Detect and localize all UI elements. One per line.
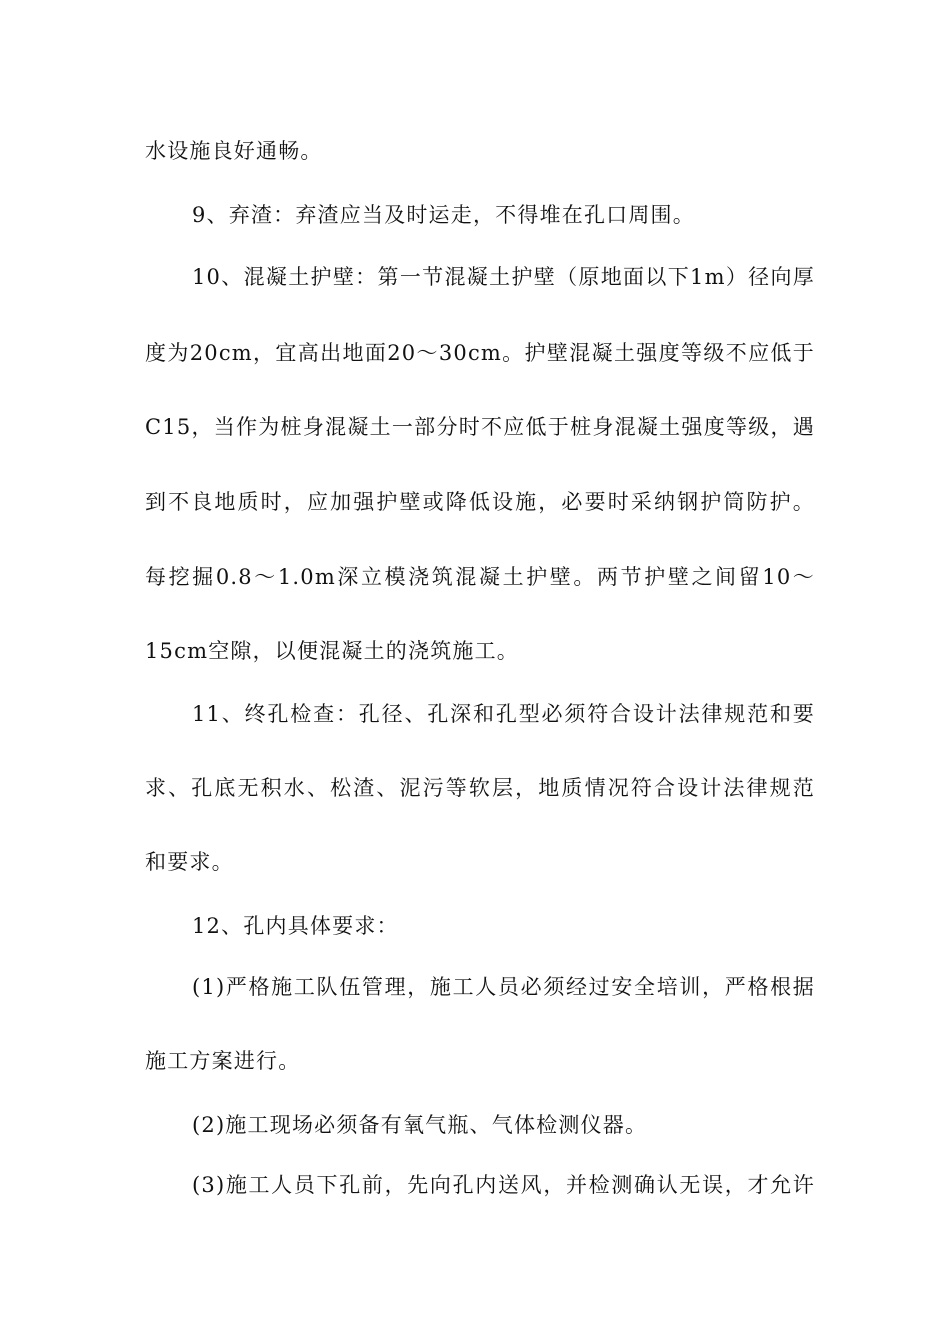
text-line: 15cm空隙，以便混凝土的浇筑施工。 [145,639,519,663]
text-line: 9、弃渣：弃渣应当及时运走，不得堆在孔口周围。 [192,203,695,227]
text-line: 施工方案进行。 [145,1049,301,1073]
text-line: 和要求。 [145,850,234,874]
text-line: C15，当作为桩身混凝土一部分时不应低于桩身混凝土强度等级，遇 [145,415,815,439]
text-line: 水设施良好通畅。 [145,139,323,163]
text-line: (1)严格施工队伍管理，施工人员必须经过安全培训，严格根据 [192,975,815,999]
text-line: (3)施工人员下孔前，先向孔内送风，并检测确认无误，才允许 [192,1173,815,1197]
text-line: (2)施工现场必须备有氧气瓶、气体检测仪器。 [192,1113,648,1137]
text-line: 求、孔底无积水、松渣、泥污等软层，地质情况符合设计法律规范 [145,776,815,800]
text-line: 10、混凝土护壁：第一节混凝土护壁（原地面以下1m）径向厚 [192,265,815,289]
text-line: 12、孔内具体要求： [192,914,399,938]
text-line: 度为20cm，宜高出地面20～30cm。护壁混凝土强度等级不应低于 [145,341,815,365]
text-line: 到不良地质时，应加强护壁或降低设施，必要时采纳钢护筒防护。 [145,490,815,514]
text-line: 每挖掘0.8～1.0m深立模浇筑混凝土护壁。两节护壁之间留10～ [145,565,815,589]
text-line: 11、终孔检查：孔径、孔深和孔型必须符合设计法律规范和要 [192,702,815,726]
